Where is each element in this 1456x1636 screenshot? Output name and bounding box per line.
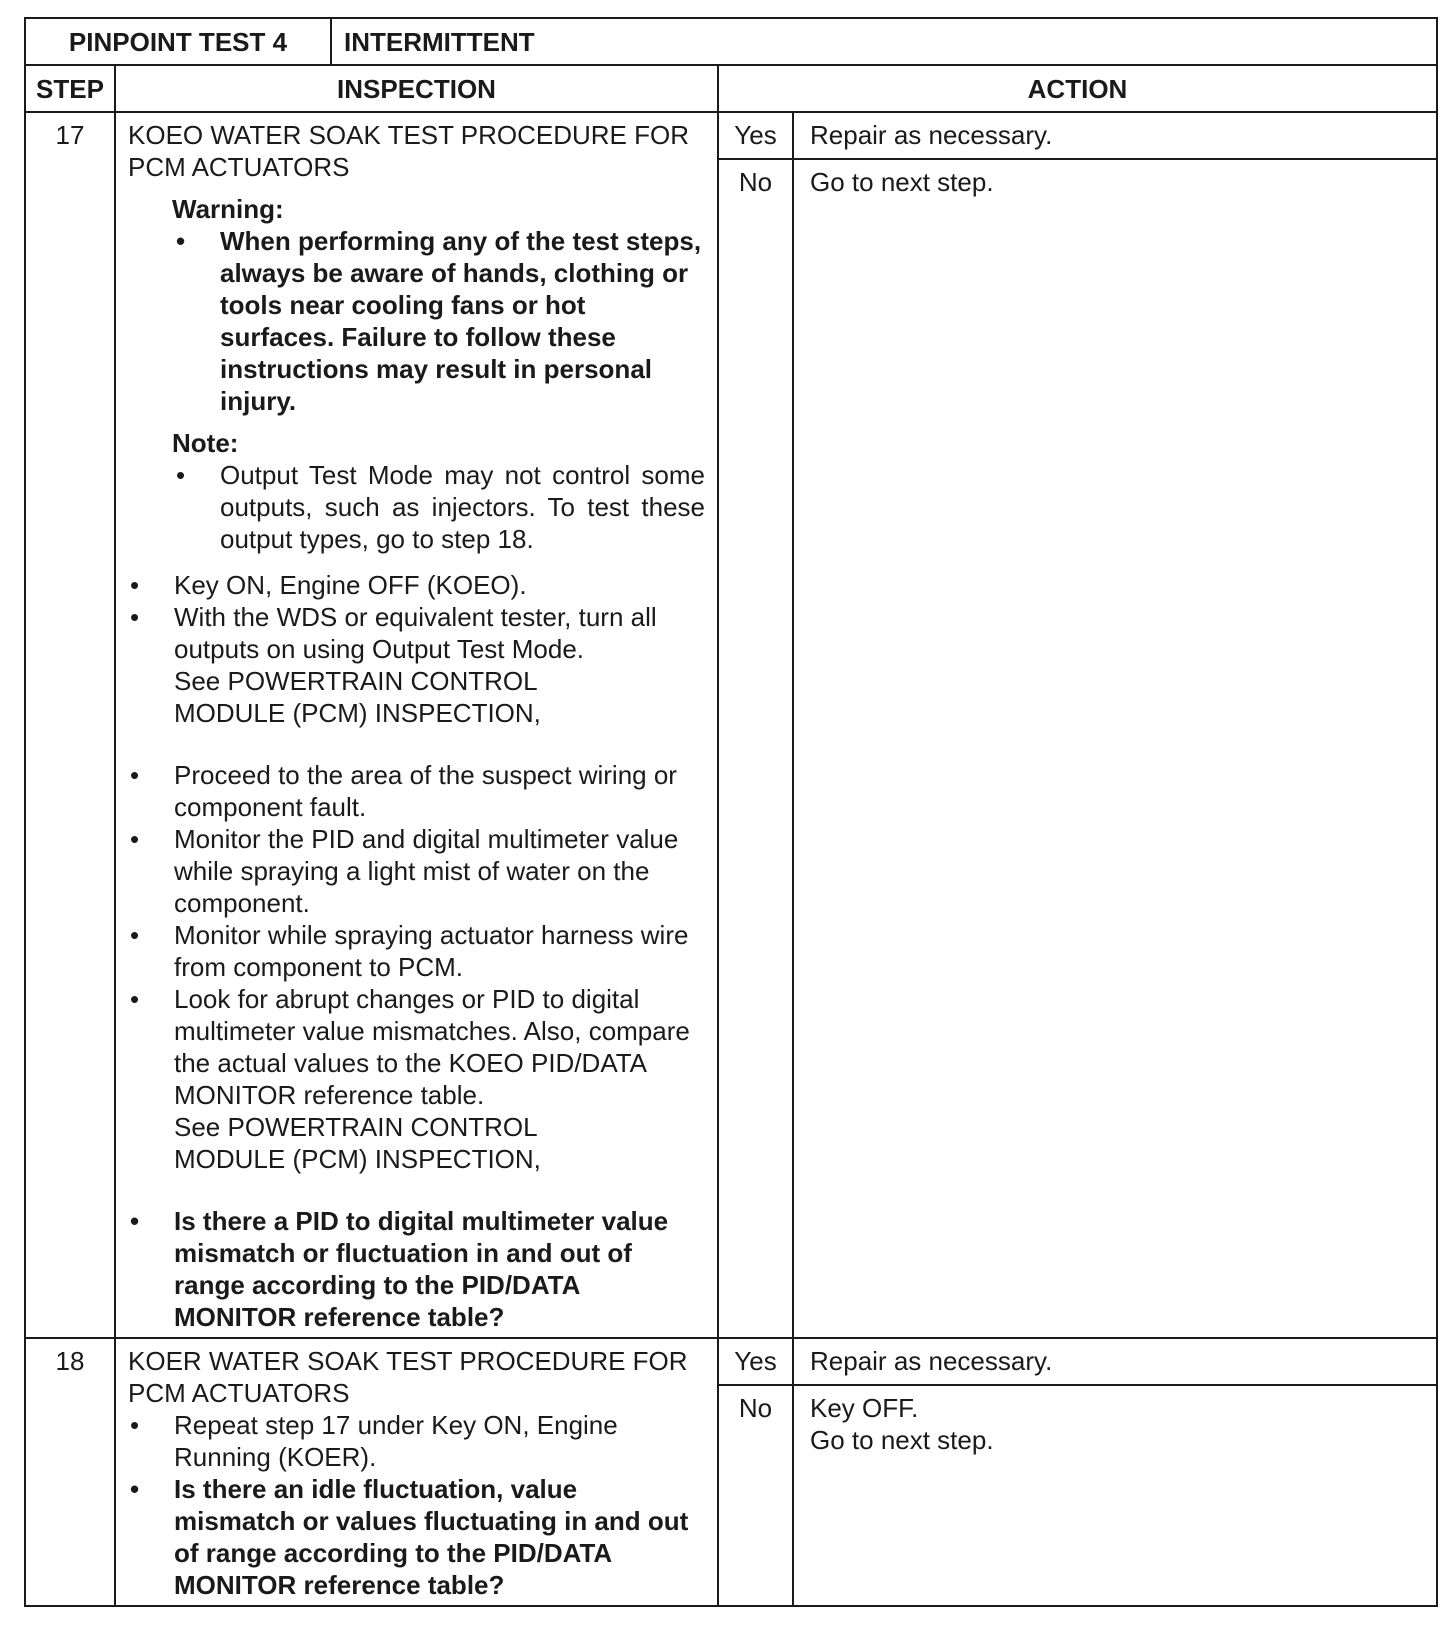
yes-label: Yes xyxy=(719,113,792,160)
procedure-item: • Monitor the PID and digital multimeter value while spraying a light mist of water on the component. xyxy=(128,823,705,919)
inspection-column-header: INSPECTION xyxy=(115,65,718,112)
step-title: KOER WATER SOAK TEST PROCEDURE FOR PCM ACTUATORS xyxy=(128,1346,688,1408)
inspection-cell xyxy=(115,112,718,1338)
step-number: 18 xyxy=(25,1338,115,1606)
note-item: • Output Test Mode may not control some outputs, such as injectors. To test these output types, go to step 18. xyxy=(128,459,705,555)
no-action: Go to next step. xyxy=(810,167,994,197)
no-label: No xyxy=(738,1393,773,1423)
action-column-header: ACTION xyxy=(718,65,1437,112)
pinpoint-test-table xyxy=(24,17,1438,1607)
procedure-item: • Monitor while spraying actuator harness wire from component to PCM. xyxy=(128,919,705,983)
step-row-17 xyxy=(25,112,1437,1338)
yes-action: Repair as necessary. xyxy=(794,1339,1436,1386)
warning-list xyxy=(128,225,705,417)
note-label: Note: xyxy=(172,428,239,458)
yes-label: Yes xyxy=(719,1339,792,1386)
warning-label: Warning: xyxy=(172,194,284,224)
test-header-row xyxy=(25,18,1437,65)
inspection-cell xyxy=(115,1338,718,1606)
step-row-18 xyxy=(25,1338,1437,1606)
yes-no-cell xyxy=(718,112,793,1338)
no-label: No xyxy=(738,167,773,197)
reference-line: See POWERTRAIN CONTROL xyxy=(174,1112,538,1142)
yes-no-cell xyxy=(718,1338,793,1606)
step-title: KOEO WATER SOAK TEST PROCEDURE FOR PCM ACTUATORS xyxy=(128,120,690,182)
reference-line: MODULE (PCM) INSPECTION, xyxy=(174,1144,541,1174)
action-cell xyxy=(793,1338,1437,1606)
procedure-item: • With the WDS or equivalent tester, turn all outputs on using Output Test Mode. See POWERTRAIN CONTROL MODULE (PCM) INSPECTION, xyxy=(128,601,705,729)
note-list xyxy=(128,459,705,555)
procedure-list xyxy=(128,569,705,1333)
test-title: INTERMITTENT xyxy=(331,18,1437,65)
no-action: Key OFF. Go to next step. xyxy=(810,1393,994,1455)
test-label: PINPOINT TEST 4 xyxy=(25,18,331,65)
procedure-item: • Repeat step 17 under Key ON, Engine Running (KOER). xyxy=(128,1409,705,1473)
reference-line: MODULE (PCM) INSPECTION, xyxy=(174,698,541,728)
action-cell xyxy=(793,112,1437,1338)
procedure-question: • Is there an idle fluctuation, value mismatch or values fluctuating in and out of range according to the PID/DATA MONITOR reference table? xyxy=(128,1473,705,1601)
procedure-item: • Proceed to the area of the suspect wiring or component fault. xyxy=(128,759,705,823)
step-number: 17 xyxy=(25,112,115,1338)
step-column-header: STEP xyxy=(25,65,115,112)
column-header-row xyxy=(25,65,1437,112)
warning-item: • When performing any of the test steps, always be aware of hands, clothing or tools near cooling fans or hot surfaces. Failure to follow these instructions may result in personal injury. xyxy=(128,225,705,417)
reference-line: See POWERTRAIN CONTROL xyxy=(174,666,538,696)
procedure-item: • Key ON, Engine OFF (KOEO). xyxy=(128,569,705,601)
procedure-question: • Is there a PID to digital multimeter value mismatch or fluctuation in and out of range according to the PID/DATA MONITOR reference table? xyxy=(128,1205,705,1333)
procedure-list xyxy=(128,1409,705,1601)
procedure-item: • Look for abrupt changes or PID to digital multimeter value mismatches. Also, compare the actual values to the KOEO PID/DATA MONITOR reference table. See POWERTRAIN CONTROL MODULE (PCM) INSPECTION, xyxy=(128,983,705,1175)
pinpoint-test-sheet xyxy=(24,17,1436,1607)
yes-action: Repair as necessary. xyxy=(794,113,1436,160)
